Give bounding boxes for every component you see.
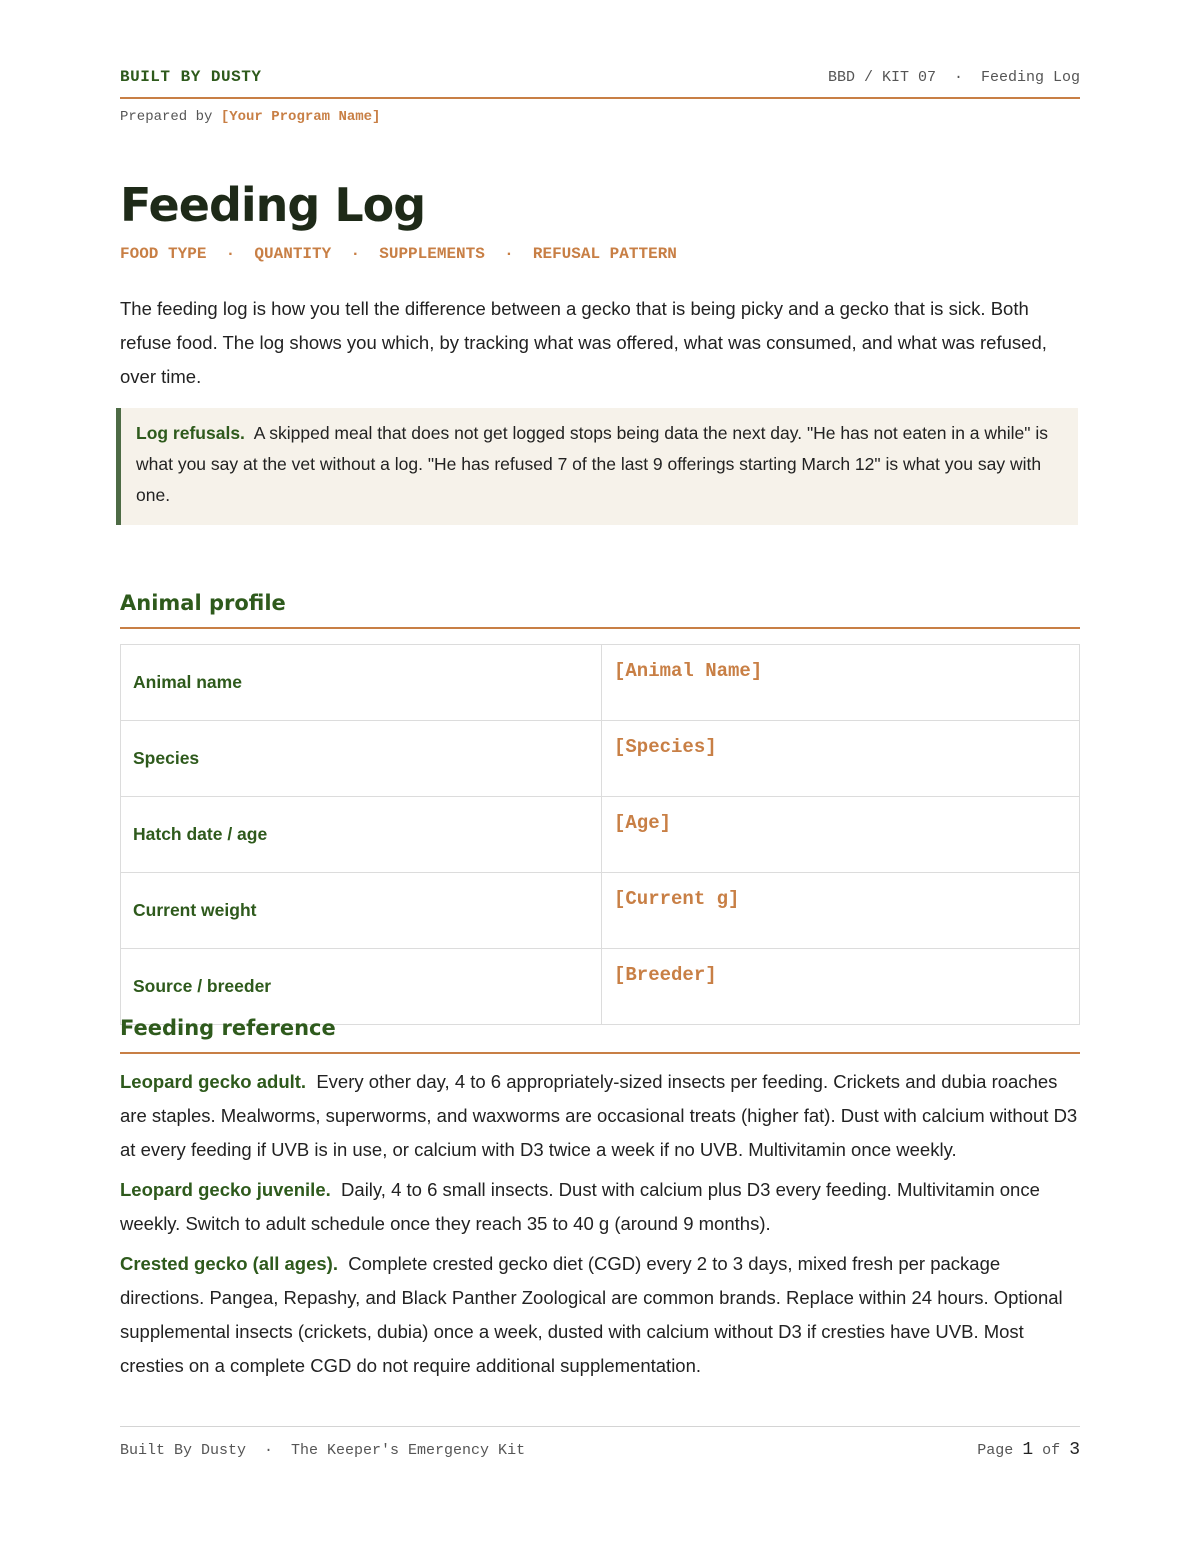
page-of: of <box>1042 1442 1061 1459</box>
footer-divider <box>120 1426 1080 1427</box>
prepared-by-label: Prepared by <box>120 109 213 125</box>
table-row <box>121 873 1080 949</box>
reference-text: Every other day, 4 to 6 appropriately-sized insects per feeding. Crickets and dubia roaches are staples. Mealworms, superworms, and waxworms are occasional treats (higher fat). Dust with calcium without D3 at every feeding if UVB is in use, or calcium with D3 twice a week if no UVB. Multivitamin once weekly. <box>120 1071 1078 1160</box>
page-total: 3 <box>1069 1440 1080 1460</box>
reference-lead: Leopard gecko adult. <box>120 1071 307 1092</box>
page-current: 1 <box>1022 1440 1034 1460</box>
page-subtitle: FOOD TYPE · QUANTITY · SUPPLEMENTS · REFUSAL PATTERN <box>120 245 677 263</box>
feeding-reference-heading: Feeding reference <box>120 1016 336 1040</box>
page-label: Page <box>977 1442 1014 1459</box>
reference-lead: Leopard gecko juvenile. <box>120 1179 331 1200</box>
table-row <box>121 797 1080 873</box>
page-title: Feeding Log <box>120 178 426 232</box>
header-divider <box>120 97 1080 99</box>
field-label: Animal name <box>121 645 602 721</box>
field-value[interactable]: [Breeder] <box>602 949 1080 1025</box>
animal-profile-table <box>120 644 1080 1025</box>
field-label: Species <box>121 721 602 797</box>
reference-lead: Crested gecko (all ages). <box>120 1253 338 1274</box>
feeding-reference-list <box>120 1065 1080 1389</box>
refusal-callout <box>116 408 1078 525</box>
list-item <box>120 1173 1080 1241</box>
table-row <box>121 645 1080 721</box>
field-value[interactable]: [Animal Name] <box>602 645 1080 721</box>
page-number <box>977 1440 1080 1460</box>
table-row <box>121 721 1080 797</box>
field-label: Current weight <box>121 873 602 949</box>
table-row <box>121 949 1080 1025</box>
callout-lead: Log refusals. <box>136 423 245 443</box>
page-header <box>120 68 1080 90</box>
reference-text: Complete crested gecko diet (CGD) every 2 to 3 days, mixed fresh per package directions. Pangea, Repashy, and Black Panther Zoological are common brands. Replace within 24 hours. Optional supplemental insects (crickets, dubia) once a week, dusted with calcium without D3 if cresties have UVB. Most cresties on a complete CGD do not require additional supplementation. <box>120 1253 1063 1376</box>
reference-text: Daily, 4 to 6 small insects. Dust with calcium plus D3 every feeding. Multivitamin once weekly. Switch to adult schedule once they reach 35 to 40 g (around 9 months). <box>120 1179 1040 1234</box>
intro-paragraph: The feeding log is how you tell the difference between a gecko that is being picky and a gecko that is sick. Both refuse food. The log shows you which, by tracking what was offered, what was consumed, and what was refused, over time. <box>120 298 1047 387</box>
kit-reference: BBD / KIT 07 · Feeding Log <box>827 69 1080 86</box>
field-value[interactable]: [Age] <box>602 797 1080 873</box>
list-item <box>120 1247 1080 1383</box>
field-value[interactable]: [Species] <box>602 721 1080 797</box>
program-name-placeholder: [Your Program Name] <box>220 109 381 125</box>
field-value[interactable]: [Current g] <box>602 873 1080 949</box>
animal-profile-heading: Animal profile <box>120 591 286 615</box>
callout-text: A skipped meal that does not get logged stops being data the next day. "He has not eaten in a while" is what you say at the vet without a log. "He has refused 7 of the last 9 offerings starting March 12" is what you say with one. <box>136 423 1048 505</box>
animal-profile-divider <box>120 627 1080 629</box>
brand-name: BUILT BY DUSTY <box>120 68 262 86</box>
field-label: Source / breeder <box>121 949 602 1025</box>
field-label: Hatch date / age <box>121 797 602 873</box>
feeding-reference-divider <box>120 1052 1080 1054</box>
prepared-by-line <box>120 109 380 125</box>
list-item <box>120 1065 1080 1167</box>
footer-credit: Built By Dusty · The Keeper's Emergency Kit <box>120 1442 526 1459</box>
